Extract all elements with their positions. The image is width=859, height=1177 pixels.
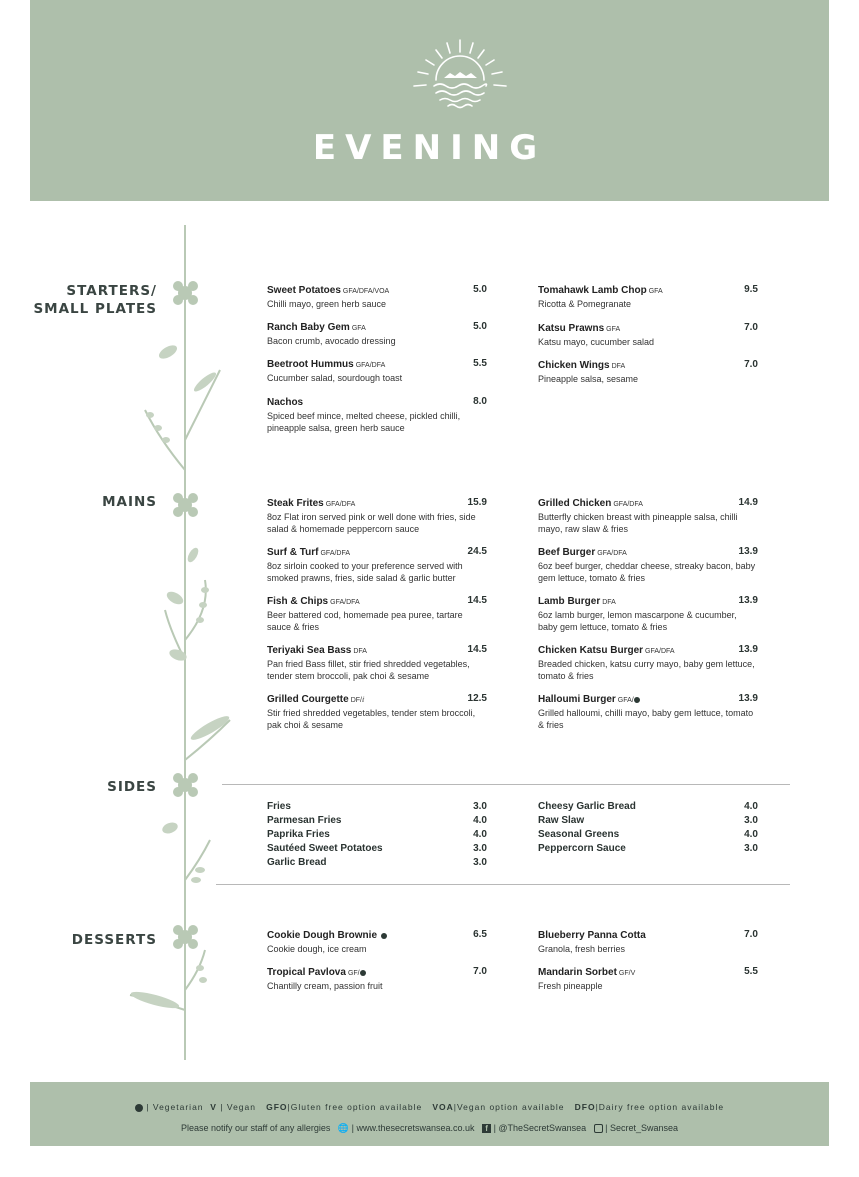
item-desc: Chantilly cream, passion fruit [267, 981, 383, 991]
item-name: Teriyaki Sea Bass [267, 645, 352, 656]
list-item [267, 800, 487, 814]
list-item [538, 800, 758, 814]
item-name: Fish & Chips [267, 596, 329, 607]
item-desc: Grilled halloumi, chilli mayo, baby gem lettuce, tomato & fries [538, 708, 754, 730]
globe-icon: 🌐 [337, 1123, 350, 1133]
instagram-icon [594, 1124, 603, 1133]
side-price: 3.0 [473, 857, 487, 868]
menu-item [538, 322, 758, 348]
item-price: 5.0 [473, 284, 487, 295]
item-tag: GFA [648, 288, 663, 295]
menu-item [267, 929, 487, 955]
item-name: Tomahawk Lamb Chop [538, 285, 647, 296]
item-desc: 8oz sirloin cooked to your preference served with smoked prawns, fries, side salad & garlic butter [267, 561, 463, 583]
item-name: Chicken Wings [538, 360, 610, 371]
item-price: 7.0 [744, 929, 758, 940]
sun-over-waves-logo [410, 38, 510, 112]
menu-item [538, 644, 758, 682]
item-name: Chicken Katsu Burger [538, 645, 644, 656]
menu-item [538, 284, 758, 310]
item-name: Halloumi Burger [538, 694, 616, 705]
menu-item [538, 546, 758, 584]
item-price: 24.5 [467, 546, 487, 557]
facebook-icon: f [482, 1124, 491, 1133]
item-price: 5.5 [744, 966, 758, 977]
item-price: 15.9 [467, 497, 487, 508]
dietary-legend: | Vegetarian V | Vegan GFO|Gluten free option available VOA|Vegan option available DFO|Dairy free option available [30, 1102, 829, 1112]
item-desc: Fresh pineapple [538, 981, 603, 991]
menu-item [267, 546, 487, 584]
item-desc: Spiced beef mince, melted cheese, pickled chilli, pineapple salsa, green herb sauce [267, 411, 461, 433]
item-price: 13.9 [738, 546, 758, 557]
item-desc: 6oz lamb burger, lemon mascarpone & cucumber, baby gem lettuce, tomato & fries [538, 610, 737, 632]
item-desc: Pan fried Bass fillet, stir fried shredded vegetables, tender stem broccoli, pak choi & sesame [267, 659, 470, 681]
legend-voa: Vegan option available [456, 1102, 565, 1112]
item-tag: GF/ [347, 970, 360, 977]
item-price: 8.0 [473, 396, 487, 407]
facebook-link[interactable]: @TheSecretSwansea [498, 1123, 587, 1133]
item-price: 7.0 [473, 966, 487, 977]
item-tag: GFA/ [617, 697, 634, 704]
side-name: Garlic Bread [267, 857, 327, 868]
section-starters-line1: STARTERS/ [66, 283, 157, 299]
menu-item [267, 358, 487, 384]
item-tag: GFA/DFA [355, 362, 386, 369]
list-item [267, 856, 487, 870]
menu-item [538, 693, 758, 731]
item-price: 13.9 [738, 595, 758, 606]
list-item [538, 814, 758, 828]
item-tag: GFA/DFA [330, 599, 360, 606]
list-item [267, 814, 487, 828]
item-tag: GFA [606, 326, 621, 333]
item-name: Surf & Turf [267, 547, 319, 558]
item-name: Grilled Chicken [538, 498, 612, 509]
legend-dfo-code: DFO [574, 1102, 596, 1112]
item-price: 14.5 [467, 595, 487, 606]
menu-item [538, 359, 758, 385]
item-price: 7.0 [744, 322, 758, 333]
menu-item [267, 595, 487, 633]
menu-item [267, 497, 487, 535]
item-tag: GFA/DFA [597, 550, 627, 557]
item-tag: DFA [353, 648, 367, 655]
item-desc: Cucumber salad, sourdough toast [267, 373, 403, 383]
side-name: Parmesan Fries [267, 815, 342, 826]
item-tag: GFA/DFA/VOA [342, 288, 390, 295]
item-desc: Bacon crumb, avocado dressing [267, 336, 396, 346]
menu-item [267, 966, 487, 992]
vegan-icon: V [210, 1102, 217, 1112]
footer-band [30, 1082, 829, 1146]
list-item [267, 828, 487, 842]
section-sides: SIDES [107, 779, 157, 795]
item-name: Steak Frites [267, 498, 324, 509]
website-link[interactable]: www.thesecretswansea.co.uk [356, 1123, 475, 1133]
menu-item [267, 321, 487, 347]
side-price: 4.0 [744, 801, 758, 812]
item-name: Ranch Baby Gem [267, 322, 350, 333]
item-price: 13.9 [738, 644, 758, 655]
side-name: Cheesy Garlic Bread [538, 801, 636, 812]
item-price: 14.5 [467, 644, 487, 655]
item-desc: Butterfly chicken breast with pineapple salsa, chilli mayo, raw slaw & fries [538, 512, 738, 534]
side-name: Fries [267, 801, 291, 812]
item-desc: Stir fried shredded vegetables, tender stem broccoli, pak choi & sesame [267, 708, 476, 730]
side-price: 4.0 [744, 829, 758, 840]
menu-item [538, 497, 758, 535]
item-desc: Pineapple salsa, sesame [538, 374, 639, 384]
item-price: 14.9 [738, 497, 758, 508]
legend-vegetarian: Vegetarian [152, 1102, 204, 1112]
item-tag: GF/V [618, 970, 636, 977]
item-desc: Granola, fresh berries [538, 944, 626, 954]
side-name: Seasonal Greens [538, 829, 620, 840]
flower-icon [173, 281, 198, 949]
list-item [538, 828, 758, 842]
menu-item [538, 929, 758, 955]
item-desc: Ricotta & Pomegranate [538, 299, 632, 309]
item-desc: Beer battered cod, homemade pea puree, tartare sauce & fries [267, 610, 463, 632]
item-desc: Chilli mayo, green herb sauce [267, 299, 387, 309]
side-price: 4.0 [473, 829, 487, 840]
side-name: Raw Slaw [538, 815, 585, 826]
page-title: EVENING [312, 128, 547, 168]
item-desc: 6oz beef burger, cheddar cheese, streaky bacon, baby gem lettuce, tomato & fries [538, 561, 756, 583]
header-band [30, 0, 829, 201]
item-tag: DFA [611, 363, 626, 370]
menu-item [538, 966, 758, 992]
item-tag: DF/ⅈ [350, 697, 365, 704]
item-desc: 8oz Flat iron served pink or well done with fries, side salad & homemade peppercorn sauce [267, 512, 476, 534]
item-price: 9.5 [744, 284, 758, 295]
legend-dfo: Dairy free option available [598, 1102, 725, 1112]
menu-item [267, 693, 487, 731]
item-name: Mandarin Sorbet [538, 967, 617, 978]
menu-item [267, 396, 487, 434]
legend-gfo-code: GFO [266, 1102, 288, 1112]
item-name: Tropical Pavlova [267, 967, 346, 978]
item-name: Nachos [267, 397, 304, 408]
section-desserts: DESSERTS [71, 932, 157, 948]
item-tag: GFA/DFA [645, 648, 675, 655]
vegetarian-icon [360, 970, 366, 976]
contact-line: Please notify our staff of any allergies 🌐 | www.thesecretswansea.co.uk f | @TheSecretSwansea | Secret_Swansea [180, 1123, 678, 1134]
legend-voa-code: VOA [432, 1102, 454, 1112]
item-name: Blueberry Panna Cotta [538, 930, 646, 941]
item-name: Beef Burger [538, 547, 596, 558]
legend-vegan: Vegan [226, 1102, 256, 1112]
allergy-notice: Please notify our staff of any allergies [180, 1123, 331, 1133]
menu-item [267, 644, 487, 682]
legend-gfo: Gluten free option available [290, 1102, 423, 1112]
item-name: Beetroot Hummus [267, 359, 354, 370]
item-price: 12.5 [467, 693, 487, 704]
side-price: 3.0 [744, 843, 758, 854]
section-mains: MAINS [102, 494, 157, 510]
menu-item [538, 595, 758, 633]
item-tag: DFA [602, 599, 616, 606]
item-desc: Breaded chicken, katsu curry mayo, baby gem lettuce, tomato & fries [538, 659, 755, 681]
item-desc: Katsu mayo, cucumber salad [538, 337, 655, 347]
item-price: 13.9 [738, 693, 758, 704]
side-price: 4.0 [473, 815, 487, 826]
item-name: Sweet Potatoes [267, 285, 341, 296]
item-price: 5.0 [473, 321, 487, 332]
vegetarian-icon [135, 1104, 143, 1112]
side-name: Sautéed Sweet Potatoes [267, 843, 383, 854]
vegetarian-icon [634, 697, 640, 703]
item-name: Katsu Prawns [538, 323, 605, 334]
side-price: 3.0 [473, 843, 487, 854]
section-starters [30, 282, 157, 318]
item-price: 6.5 [473, 929, 487, 940]
item-price: 7.0 [744, 359, 758, 370]
instagram-link[interactable]: Secret_Swansea [609, 1123, 678, 1133]
item-tag: GFA/DFA [320, 550, 351, 557]
menu-item [267, 284, 487, 310]
side-name: Paprika Fries [267, 829, 330, 840]
list-item [538, 842, 758, 856]
list-item [267, 842, 487, 856]
divider [216, 884, 790, 885]
side-price: 3.0 [473, 801, 487, 812]
item-desc: Cookie dough, ice cream [267, 944, 367, 954]
item-tag: GFA/DFA [613, 501, 643, 508]
item-name: Grilled Courgette [267, 694, 349, 705]
item-name: Lamb Burger [538, 596, 601, 607]
vegetarian-icon [381, 933, 387, 939]
item-tag: GFA [351, 325, 366, 332]
item-name: Cookie Dough Brownie [267, 930, 377, 941]
divider [222, 784, 790, 785]
section-starters-line2: SMALL PLATES [33, 301, 157, 317]
item-tag: GFA/DFA [325, 501, 356, 508]
side-price: 3.0 [744, 815, 758, 826]
item-price: 5.5 [473, 358, 487, 369]
side-name: Peppercorn Sauce [538, 843, 626, 854]
